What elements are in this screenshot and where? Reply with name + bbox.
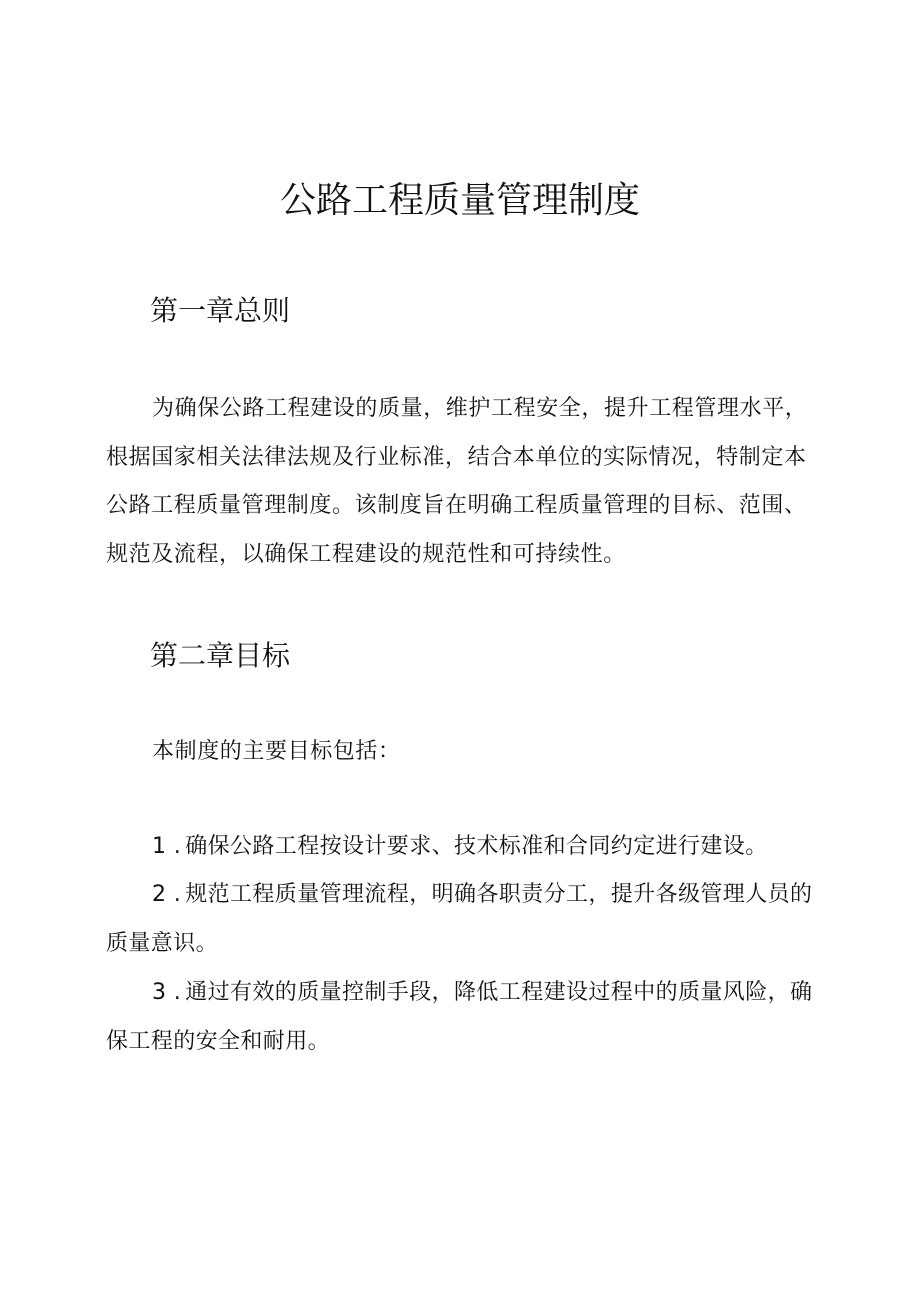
list-item-number: 1 . — [152, 834, 182, 859]
chapter-1-paragraph: 为确保公路工程建设的质量，维护工程安全，提升工程管理水平，根据国家相关法律法规及行业标准，结合本单位的实际情况，特制定本公路工程质量管理制度。该制度旨在明确工程质量管理的目标、范围、规范及流程，以确保工程建设的规范性和可持续性。 — [106, 396, 808, 567]
list-item-number: 2 . — [152, 882, 182, 907]
list-item — [106, 870, 818, 968]
list-item — [106, 822, 818, 871]
list-item-text: 通过有效的质量控制手段，降低工程建设过程中的质量风险，确保工程的安全和耐用。 — [106, 980, 813, 1054]
chapter-2-heading: 第二章目标 — [150, 639, 291, 672]
document-title: 公路工程质量管理制度 — [279, 180, 640, 221]
chapter-1-heading: 第一章总则 — [150, 294, 291, 327]
chapter-2-intro: 本制度的主要目标包括： — [152, 739, 401, 764]
list-item-text: 确保公路工程按设计要求、技术标准和合同约定进行建设。 — [185, 834, 768, 859]
list-item-text: 规范工程质量管理流程，明确各职责分工，提升各级管理人员的质量意识。 — [106, 882, 813, 956]
list-item — [106, 968, 818, 1066]
list-item-number: 3 . — [152, 980, 182, 1005]
